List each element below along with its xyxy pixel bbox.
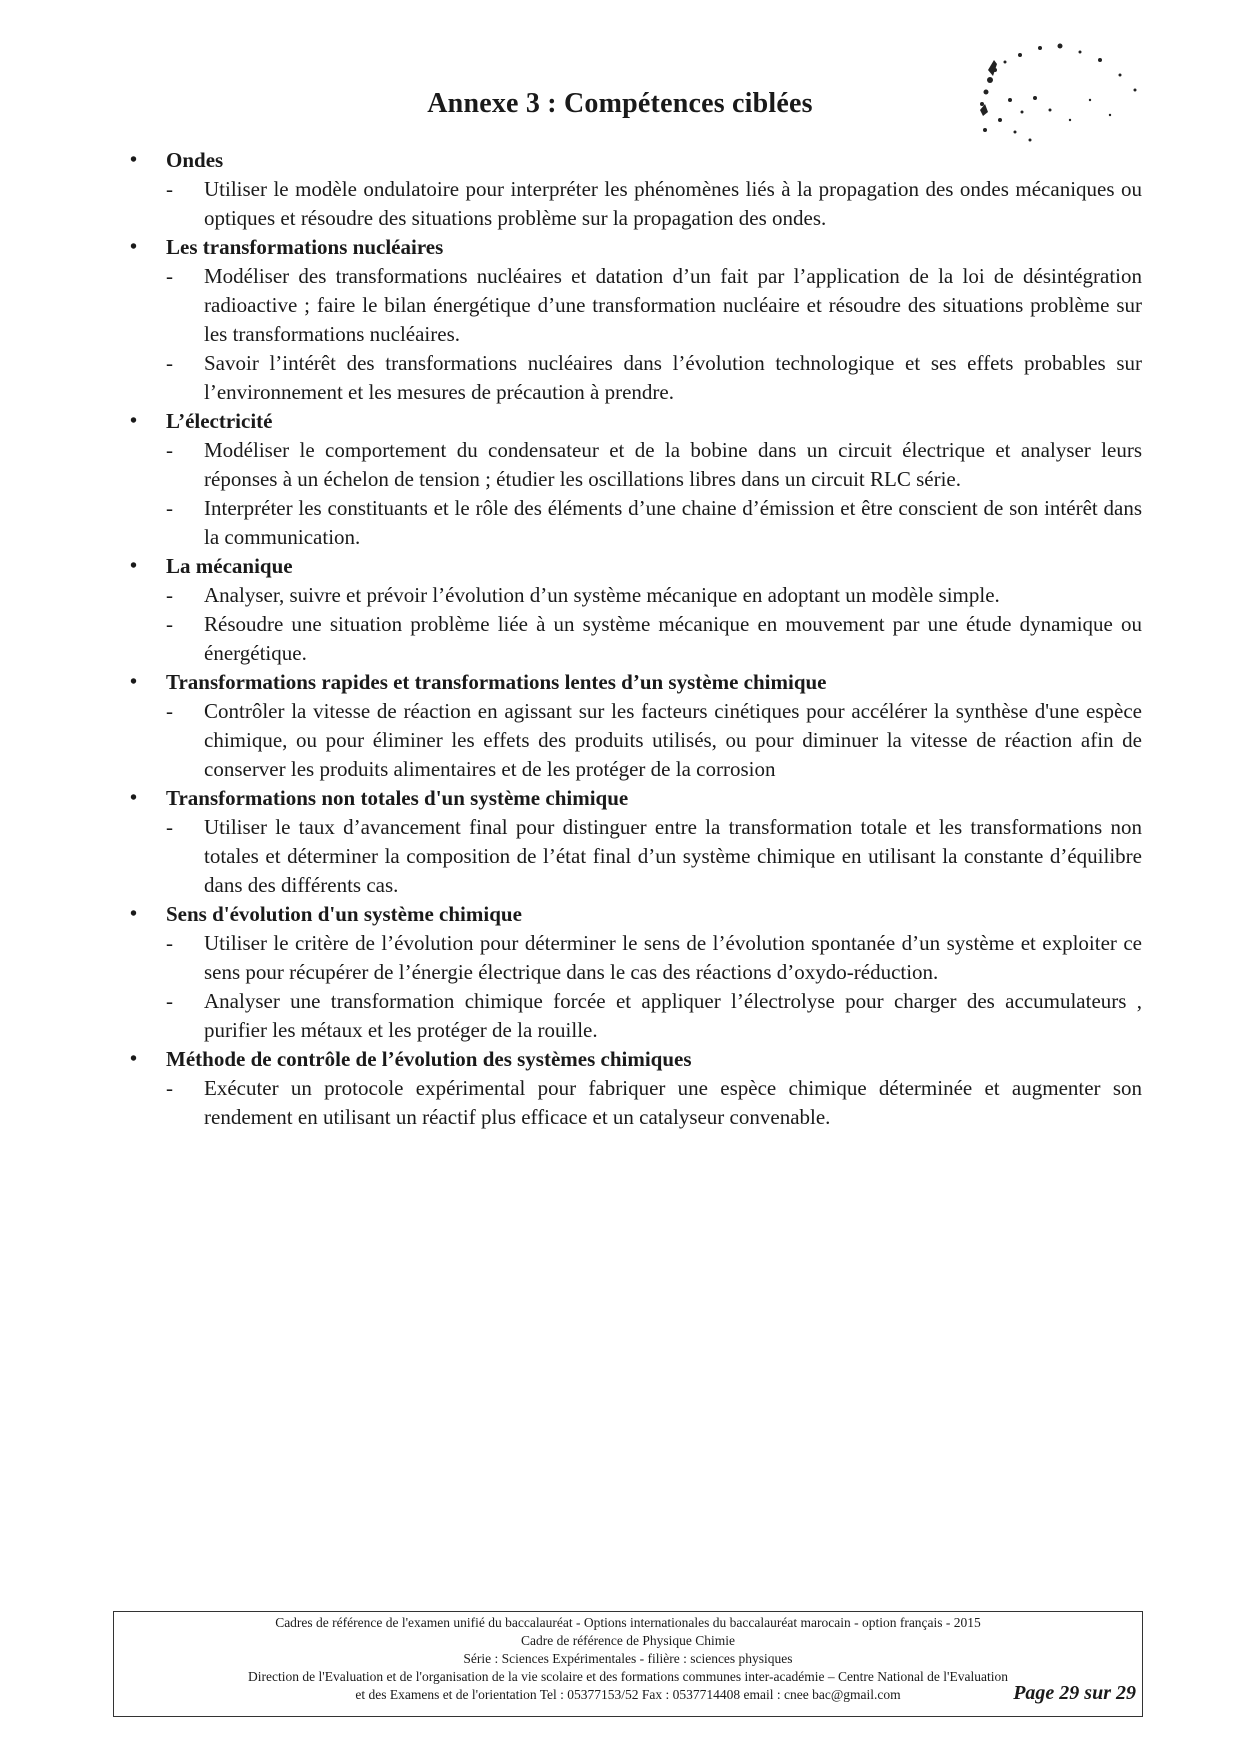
- dash-icon: -: [166, 438, 173, 462]
- footer-line-2: Cadre de référence de Physique Chimie: [520, 1633, 736, 1648]
- list-item-text: Utiliser le critère de l’évolution pour déterminer le sens de l’évolution spontanée d’un système et exploiter ce sens pour récupérer de l’énergie électrique dans le cas des réactions d’oxydo-réduction.: [204, 931, 1142, 984]
- list-item: [126, 987, 1142, 1045]
- dash-icon: -: [166, 351, 173, 375]
- list-item: [126, 349, 1142, 407]
- dash-icon: -: [166, 931, 173, 955]
- list-item: [126, 494, 1142, 552]
- bullet-icon: •: [130, 149, 138, 171]
- list-item-text: Utiliser le modèle ondulatoire pour interpréter les phénomènes liés à la propagation des ondes mécaniques ou optiques et résoudre des situations problème sur la propagation des ondes.: [204, 177, 1142, 230]
- bullet-icon: •: [130, 236, 138, 258]
- section: [126, 668, 1142, 784]
- bullet-icon: •: [130, 1048, 138, 1070]
- section-title-text: Méthode de contrôle de l’évolution des systèmes chimiques: [166, 1047, 692, 1071]
- list-item-text: Analyser une transformation chimique forcée et appliquer l’électrolyse pour charger des accumulateurs , purifier les métaux et les protéger de la rouille.: [204, 989, 1142, 1042]
- footer-line-1: Cadres de référence de l'examen unifié du baccalauréat - Options internationales du baccalauréat marocain - option français - 2015: [275, 1615, 981, 1630]
- list-item-text: Analyser, suivre et prévoir l’évolution d’un système mécanique en adoptant un modèle simple.: [204, 583, 1000, 607]
- list-item: [126, 1074, 1142, 1132]
- dash-icon: -: [166, 815, 173, 839]
- competences-list: [126, 146, 1142, 1132]
- section-title-text: La mécanique: [166, 554, 293, 578]
- section-title-text: Transformations rapides et transformations lentes d’un système chimique: [166, 670, 827, 694]
- section-title-text: Sens d'évolution d'un système chimique: [166, 902, 522, 926]
- list-item-text: Modéliser le comportement du condensateur et de la bobine dans un circuit électrique et analyser leurs réponses à un échelon de tension ; étudier les oscillations libres dans un circuit RLC série.: [204, 438, 1142, 491]
- list-item: [126, 697, 1142, 784]
- list-item: [126, 175, 1142, 233]
- section: [126, 552, 1142, 668]
- list-item-text: Utiliser le taux d’avancement final pour distinguer entre la transformation totale et les transformations non totales et déterminer la composition de l’état final d’un système chimique en utilisant la constante d’équilibre dans des différents cas.: [204, 815, 1142, 897]
- bullet-icon: •: [130, 787, 138, 809]
- list-item-text: Résoudre une situation problème liée à un système mécanique en mouvement par une étude dynamique ou énergétique.: [204, 612, 1142, 665]
- stamp-mark: [960, 40, 1170, 160]
- section-title-text: Les transformations nucléaires: [166, 235, 444, 259]
- section-title: [126, 146, 1142, 175]
- dash-icon: -: [166, 583, 173, 607]
- page-title: Annexe 3 : Compétences ciblées: [427, 88, 813, 119]
- section: [126, 146, 1142, 233]
- dash-icon: -: [166, 177, 173, 201]
- section-title: [126, 407, 1142, 436]
- list-item: [126, 262, 1142, 349]
- section-title: [126, 784, 1142, 813]
- dash-icon: -: [166, 1076, 173, 1100]
- list-item-text: Interpréter les constituants et le rôle des éléments d’une chaine d’émission et être conscient de son intérêt dans la communication.: [204, 496, 1142, 549]
- footer-line-3: Série : Sciences Expérimentales - filière : sciences physiques: [463, 1651, 793, 1666]
- list-item-text: Savoir l’intérêt des transformations nucléaires dans l’évolution technologique et ses effets probables sur l’environnement et les mesures de précaution à prendre.: [204, 351, 1142, 404]
- list-item: [126, 610, 1142, 668]
- section-title-text: L’électricité: [166, 409, 273, 433]
- dash-icon: -: [166, 989, 173, 1013]
- section-title: [126, 1045, 1142, 1074]
- section: [126, 407, 1142, 552]
- list-item: [126, 581, 1142, 610]
- section-title-text: Transformations non totales d'un système chimique: [166, 786, 629, 810]
- list-item: [126, 436, 1142, 494]
- list-item: [126, 813, 1142, 900]
- section-title: [126, 668, 1142, 697]
- dash-icon: -: [166, 496, 173, 520]
- section: [126, 1045, 1142, 1132]
- section: [126, 784, 1142, 900]
- list-item: [126, 929, 1142, 987]
- dash-icon: -: [166, 699, 173, 723]
- bullet-icon: •: [130, 671, 138, 693]
- section-title: [126, 552, 1142, 581]
- dash-icon: -: [166, 612, 173, 636]
- bullet-icon: •: [130, 903, 138, 925]
- section: [126, 233, 1142, 407]
- page-number: Page 29 sur 29: [1013, 1682, 1136, 1704]
- list-item-text: Exécuter un protocole expérimental pour fabriquer une espèce chimique déterminée et augmenter son rendement en utilisant un réactif plus efficace et un catalyseur convenable.: [204, 1076, 1142, 1129]
- section: [126, 900, 1142, 1045]
- list-item-text: Modéliser des transformations nucléaires et datation d’un fait par l’application de la loi de désintégration radioactive ; faire le bilan énergétique d’une transformation nucléaire et résoudre des situations problème sur les transformations nucléaires.: [204, 264, 1142, 346]
- dash-icon: -: [166, 264, 173, 288]
- page-footer: [113, 1611, 1143, 1717]
- section-title-text: Ondes: [166, 148, 224, 172]
- section-title: [126, 900, 1142, 929]
- section-title: [126, 233, 1142, 262]
- bullet-icon: •: [130, 555, 138, 577]
- footer-line-5: et des Examens et de l'orientation Tel : 05377153/52 Fax : 0537714408 email : cnee bac@gmail.com: [355, 1687, 901, 1702]
- bullet-icon: •: [130, 410, 138, 432]
- footer-line-4: Direction de l'Evaluation et de l'organisation de la vie scolaire et des formations communes inter-académie – Centre National de l'Evaluation: [248, 1669, 1008, 1684]
- list-item-text: Contrôler la vitesse de réaction en agissant sur les facteurs cinétiques pour accélérer la synthèse d'une espèce chimique, ou pour éliminer les effets des produits utilisés, ou pour diminuer la vitesse de réaction afin de conserver les produits alimentaires et de les protéger de la corrosion: [204, 699, 1142, 781]
